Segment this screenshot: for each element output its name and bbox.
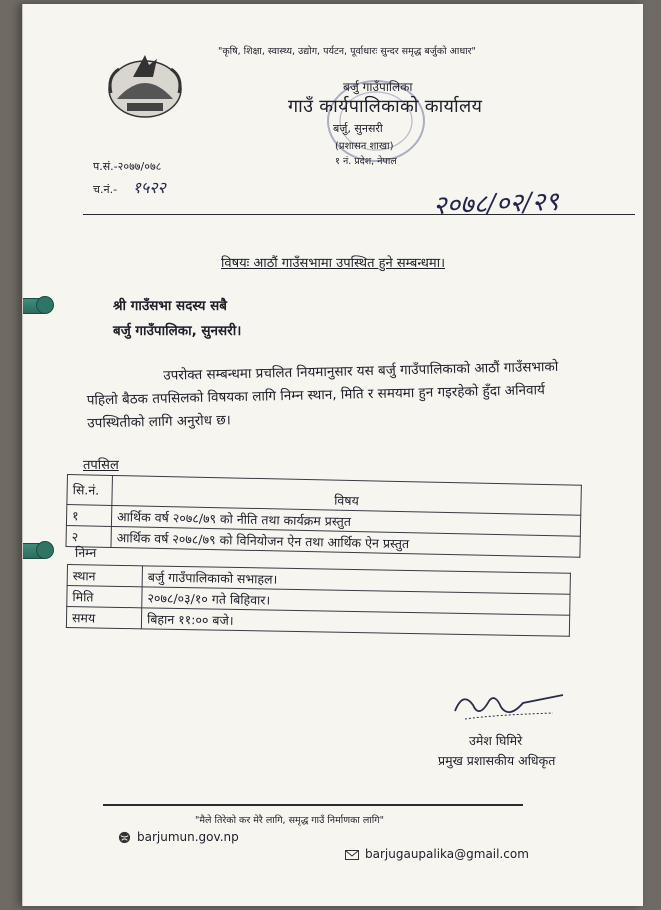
signatory-designation: प्रमुख प्रशासकीय अधिकृत (438, 753, 556, 768)
office-title: गाउँ कार्यपालिकाको कार्यालय (288, 96, 483, 117)
letter-page (22, 4, 643, 906)
letter-date: २०७८/०२/२९ (432, 186, 560, 222)
footer-email (345, 847, 529, 861)
schedule-value: २०७८/०३/१० गते बिहिवार। (142, 587, 570, 615)
website-text[interactable]: barjumun.gov.np (137, 830, 239, 844)
row-subject: आर्थिक वर्ष २०७८/७९ को विनियोजन ऐन तथा आर्थिक ऐन प्रस्तुत (111, 526, 580, 557)
body-line-3: उपस्थितीको लागि अनुरोध छ। (87, 412, 232, 432)
nimna-heading: निम्न (75, 545, 97, 560)
fiscal-reference: प.सं.-२०७७/०७८ (93, 160, 162, 173)
body-line-2: पहिलो बैठक तपसिलको विषयका लागि निम्न स्थान, मिति र समयमा हुन गइरहेको हुँदा अनिवार्य (86, 382, 545, 409)
recipient-line-2: बर्जु गाउँपालिका, सुनसरी। (113, 323, 242, 339)
footer-motto: "मैले तिरेको कर मेरै लागि, समृद्ध गाउँ निर्माणका लागि" (195, 815, 384, 826)
schedule-value: बिहान ११:०० बजे। (141, 608, 569, 636)
recipient-line-1: श्री गाउँसभा सदस्य सबै (113, 298, 227, 314)
schedule-label: समय (66, 607, 141, 629)
letter-subject: विषयः आठौं गाउँसभामा उपस्थित हुने सम्बन्धमा। (221, 256, 445, 271)
binder-ring (22, 298, 51, 314)
globe-icon (118, 831, 131, 844)
signature-scribble-icon (443, 689, 573, 729)
municipality-name: बर्जु गाउँपालिका (343, 80, 413, 94)
row-subject: आर्थिक वर्ष २०७८/७९ को नीति तथा कार्यक्रम प्रस्तुत (111, 505, 580, 536)
nepal-emblem-icon (105, 47, 185, 127)
letter-body (86, 354, 619, 435)
body-line-1: उपरोक्त सम्बन्धमा प्रचलित नियमानुसार यस बर्जु गाउँपालिकाको आठौं गाउँसभाको (163, 358, 559, 384)
col-subject-header: विषय (112, 475, 582, 515)
row-sn: १ (66, 505, 111, 527)
dispatch-reference (93, 176, 166, 198)
footer-divider (103, 804, 523, 806)
footer-website (118, 830, 239, 844)
dispatch-label: च.नं.- (93, 183, 118, 196)
schedule-value: बर्जु गाउँपालिकाको सभाहल। (142, 566, 570, 594)
office-section: (प्रशासन शाखा) (335, 141, 394, 152)
envelope-icon (345, 850, 359, 860)
header-divider (83, 214, 635, 215)
email-text[interactable]: barjugaupalika@gmail.com (365, 847, 529, 861)
row-sn: २ (66, 525, 111, 547)
tapsil-table (65, 474, 581, 558)
header-motto: "कृषि, शिक्षा, स्वास्थ्य, उद्योग, पर्यटन, पूर्वाधारः सुन्दर समृद्ध बर्जुको आधार" (218, 46, 476, 57)
binder-ring (22, 543, 51, 559)
schedule-table (66, 564, 571, 637)
office-province: १ नं. प्रदेश, नेपाल (335, 156, 397, 167)
dispatch-number: १५२२ (132, 178, 166, 197)
signatory-name: उमेश घिमिरे (469, 733, 523, 748)
tapsil-heading: तपसिल (83, 458, 119, 473)
schedule-label: स्थान (67, 565, 142, 587)
col-sn-header: सि.नं. (67, 475, 113, 506)
office-location: बर्जु, सुनसरी (333, 122, 383, 135)
schedule-label: मिति (67, 586, 142, 608)
